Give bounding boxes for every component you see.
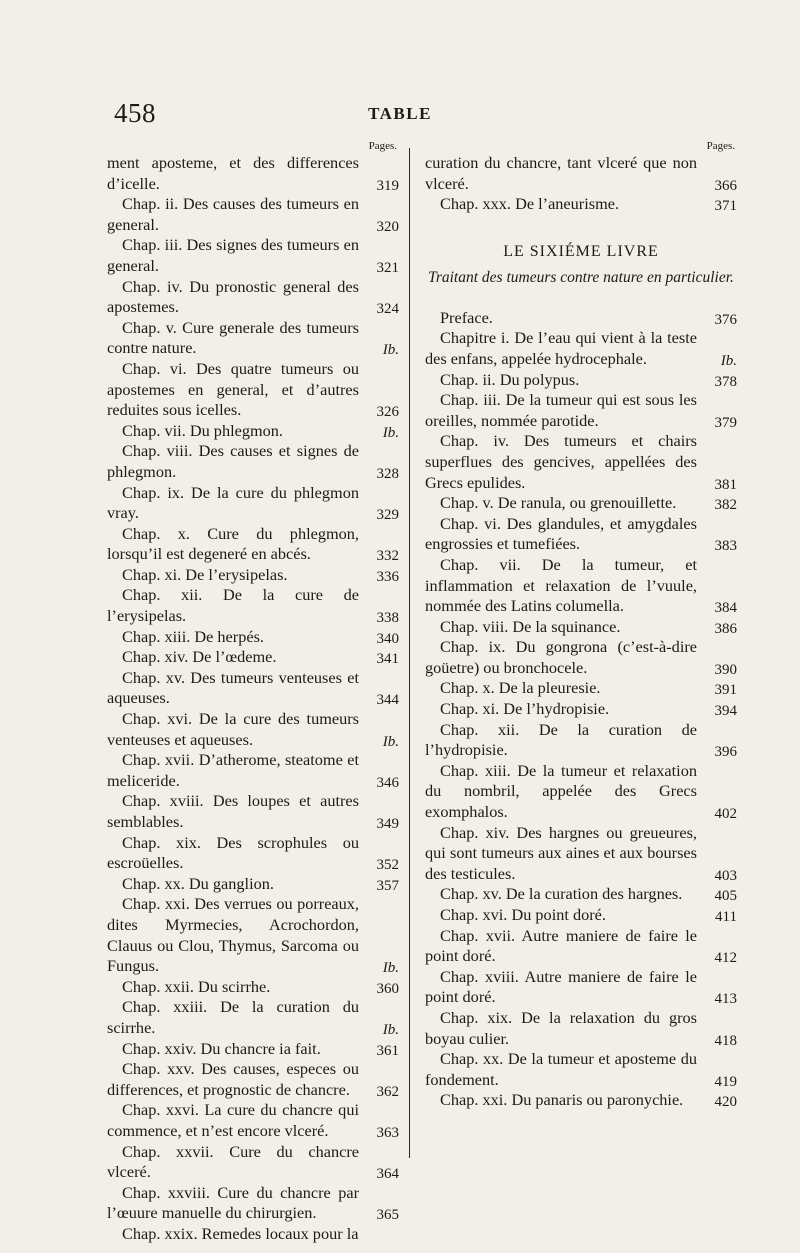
toc-entry [425, 617, 737, 638]
toc-entry [107, 1142, 399, 1183]
toc-entry-text: Chap. xxviii. Cure du chancre par l’œuure manuelle du chirurgien. [107, 1182, 359, 1223]
toc-entry-text: Chap. xv. De la curation des hargnes. [440, 884, 683, 904]
toc-entry-page: 361 [376, 1042, 399, 1059]
toc-entry [107, 1183, 399, 1224]
toc-entry-text: Chap. xxi. Des verrues ou porreaux, dites Myrmecies, Acrochordon, Clauus ou Clou, Thymus, Sarcoma ou Fungus. [107, 894, 359, 976]
toc-entry-text: Chap. vi. Des quatre tumeurs ou apostemes en general, et d’autres reduites sous icelles. [107, 358, 359, 420]
toc-entry-page: 340 [376, 630, 399, 647]
toc-entry-page: Ib. [382, 960, 399, 977]
toc-entry [425, 431, 737, 493]
toc-entry-text: Chap. xiii. De herpés. [122, 626, 264, 646]
page-number: 458 [114, 98, 156, 128]
toc-entry-text: Chap. xiv. De l’œdeme. [122, 647, 277, 667]
toc-entry-page: 386 [714, 620, 737, 637]
toc-entry-page: 360 [376, 980, 399, 997]
toc-entry-text: Chap. xxx. De l’aneurisme. [440, 194, 620, 214]
toc-entry-page: 402 [714, 806, 737, 823]
toc-entry [425, 1090, 737, 1111]
toc-entry-text: Chap. xix. De la relaxation du gros boyau culier. [425, 1007, 697, 1048]
toc-entry-text: Chap. xx. Du ganglion. [122, 873, 274, 893]
toc-entry [425, 637, 737, 678]
toc-entry-page: 332 [376, 548, 399, 565]
toc-entry [107, 585, 399, 626]
toc-entry-page: 413 [714, 991, 737, 1008]
toc-entry [107, 874, 399, 895]
toc-entry-text: Chap. ix. De la cure du phlegmon vray. [107, 482, 359, 523]
toc-entry [107, 421, 399, 442]
toc-entry-page: 381 [714, 476, 737, 493]
toc-entry [425, 1008, 737, 1049]
toc-entry-page: 321 [376, 259, 399, 276]
toc-entry-page: 319 [376, 177, 399, 194]
toc-entry-text: Chap. xii. De la cure de l’erysipelas. [107, 585, 359, 626]
toc-entry-page: 364 [376, 1166, 399, 1183]
toc-entry-page: 324 [376, 301, 399, 318]
toc-entry [425, 1049, 737, 1090]
toc-entry-page: 338 [376, 610, 399, 627]
toc-entry-page: 365 [376, 1207, 399, 1224]
toc-entry [107, 709, 399, 750]
toc-entry-page: 412 [714, 950, 737, 967]
toc-entry-page: 411 [715, 909, 737, 925]
toc-entry [107, 1100, 399, 1141]
toc-entry-text: Chap. xi. De l’erysipelas. [122, 564, 288, 584]
right-column [425, 140, 737, 1111]
toc-entry-text: Chap. v. Cure generale des tumeurs contre nature. [107, 317, 359, 358]
toc-entry [425, 761, 737, 823]
toc-entry-text: Chap. ii. Du polypus. [440, 369, 580, 389]
toc-entry-page: 344 [376, 692, 399, 709]
toc-entry-text: Chap. xxix. Remedes locaux pour la [122, 1223, 359, 1243]
toc-entry-page: 346 [376, 774, 399, 791]
toc-entry-text: Chap. xxvi. La cure du chancre qui commence, et n’est encore vlceré. [107, 1100, 359, 1140]
toc-entry-page: 328 [376, 465, 399, 482]
pages-label: Pages. [706, 140, 735, 152]
toc-entry-page: 382 [714, 497, 737, 514]
toc-entry [107, 359, 399, 421]
toc-entry [107, 277, 399, 318]
column-divider [409, 148, 410, 1158]
toc-entry-text: Chap. xx. De la tumeur et aposteme du fondement. [425, 1049, 697, 1089]
left-column [107, 140, 399, 1244]
toc-entry-page: 379 [714, 414, 737, 431]
toc-entry-text: Chap. xi. De l’hydropisie. [440, 699, 610, 719]
toc-entry-text: Preface. [440, 307, 493, 327]
toc-entry-page: 396 [714, 744, 737, 761]
toc-entry [425, 308, 737, 329]
toc-entry-page: 418 [714, 1032, 737, 1049]
toc-entry [107, 1059, 399, 1100]
toc-entry [425, 720, 737, 761]
toc-entry [107, 483, 399, 524]
toc-entry [107, 1224, 399, 1245]
pages-label: Pages. [368, 140, 397, 152]
toc-entry [107, 627, 399, 648]
toc-entry-page: 326 [376, 404, 399, 421]
toc-entry [107, 1039, 399, 1060]
toc-entry [107, 668, 399, 709]
toc-entry [107, 750, 399, 791]
toc-entry-page: Ib. [382, 424, 399, 441]
toc-entry-page: 352 [376, 857, 399, 874]
toc-entry-text: Chap. xv. Des tumeurs venteuses et aqueuses. [107, 667, 359, 708]
toc-entry-text: Chap. ix. Du gongrona (c’est-à-dire goüetre) ou bronchocele. [425, 637, 697, 677]
toc-entry [425, 493, 737, 514]
toc-entry-page: Ib. [382, 733, 399, 750]
toc-entry-page: 403 [714, 867, 737, 884]
toc-entry [425, 905, 737, 926]
toc-entry [107, 894, 399, 976]
toc-entry-page: 376 [714, 311, 737, 328]
toc-entry [425, 678, 737, 699]
toc-entry-page: 384 [714, 600, 737, 617]
toc-entry-text: Chap. xvii. Autre maniere de faire le point doré. [425, 925, 697, 966]
right-top-entries [425, 153, 737, 215]
section-subtitle: Traitant des tumeurs contre nature en particulier. [428, 268, 734, 286]
toc-entry-page: Ib. [382, 342, 399, 359]
toc-entry [107, 833, 399, 874]
toc-entry-text: Chap. xiii. De la tumeur et relaxation du nombril, appelée des Grecs exomphalos. [425, 760, 697, 822]
toc-entry [107, 524, 399, 565]
toc-entry [107, 997, 399, 1038]
toc-entry [425, 370, 737, 391]
toc-entry-text: Chap. xix. Des scrophules ou escroüelles. [107, 832, 359, 873]
toc-entry-text: Chapitre i. De l’eau qui vient à la teste des enfans, appelée hydrocephale. [425, 328, 697, 368]
toc-entry [107, 194, 399, 235]
toc-entry-page: 419 [714, 1073, 737, 1090]
toc-entry-page: 357 [376, 877, 399, 894]
toc-entry [425, 390, 737, 431]
right-entries [425, 308, 737, 1111]
toc-entry-text: Chap. iii. De la tumeur qui est sous les oreilles, nommée parotide. [425, 390, 697, 430]
running-title: TABLE [368, 104, 432, 123]
toc-entry-text: Chap. vi. Des glandules, et amygdales engrossies et tumefiées. [425, 513, 697, 554]
toc-entry-text: Chap. vii. Du phlegmon. [122, 420, 283, 440]
toc-entry-text: Chap. xxiv. Du chancre ia fait. [122, 1038, 321, 1058]
toc-entry [425, 328, 737, 369]
toc-entry [107, 441, 399, 482]
toc-entry-text: Chap. vii. De la tumeur, et inflammation et relaxation de l’vuule, nommée des Latins columella. [425, 554, 697, 616]
toc-entry-page: 349 [376, 816, 399, 832]
toc-entry-page: 362 [376, 1083, 399, 1100]
toc-entry-page: 391 [714, 682, 737, 699]
toc-entry-page: 405 [714, 888, 737, 905]
toc-entry-text: Chap. xxii. Du scirrhe. [122, 976, 271, 996]
toc-entry-text: Chap. xvi. De la cure des tumeurs venteuses et aqueuses. [107, 709, 359, 749]
toc-entry-text: Chap. xxi. Du panaris ou paronychie. [440, 1090, 684, 1110]
toc-entry-text: Chap. xxiii. De la curation du scirrhe. [107, 997, 359, 1037]
toc-entry [425, 967, 737, 1008]
section-title: LE SIXIÉME LIVRE [503, 242, 659, 260]
toc-entry [425, 194, 737, 215]
toc-entry-text: Chap. iii. Des signes des tumeurs en general. [107, 235, 359, 275]
toc-entry-text: Chap. viii. Des causes et signes de phlegmon. [107, 441, 359, 481]
toc-entry [107, 977, 399, 998]
toc-entry [107, 235, 399, 276]
toc-entry [425, 884, 737, 905]
toc-entry [107, 647, 399, 668]
toc-entry-text: Chap. xxv. Des causes, especes ou differences, et prognostic de chancre. [107, 1059, 359, 1099]
toc-entry-text: Chap. viii. De la squinance. [440, 616, 621, 636]
toc-entry-page: 420 [714, 1094, 737, 1111]
toc-entry [425, 823, 737, 885]
toc-entry-text: ment aposteme, et des differences d’icelle. [107, 153, 359, 193]
toc-entry-page: 320 [376, 218, 399, 235]
toc-entry-page: 363 [376, 1124, 399, 1141]
toc-entry [425, 926, 737, 967]
toc-entry-text: Chap. xii. De la curation de l’hydropisie. [425, 719, 697, 760]
toc-entry-text: Chap. iv. Des tumeurs et chairs superflues des gencives, appellées des Grecs epulides. [425, 431, 697, 492]
toc-entry-text: Chap. xxvii. Cure du chancre vlceré. [107, 1141, 359, 1182]
toc-entry-text: Chap. iv. Du pronostic general des apostemes. [107, 276, 359, 317]
toc-entry-page: 383 [714, 538, 737, 555]
toc-entry-text: Chap. xiv. Des hargnes ou greueures, qui sont tumeurs aux aines et aux bourses des testicules. [425, 822, 697, 883]
toc-entry-page: 371 [714, 198, 737, 215]
toc-entry-text: Chap. ii. Des causes des tumeurs en general. [107, 194, 359, 234]
toc-entry-page: 366 [714, 177, 737, 194]
toc-entry-text: Chap. x. Cure du phlegmon, lorsqu’il est degeneré en abcés. [107, 523, 359, 564]
toc-entry-text: Chap. v. De ranula, ou grenouillette. [440, 493, 677, 513]
toc-entry-page: 341 [376, 651, 399, 668]
toc-entry-page: 394 [714, 703, 737, 720]
toc-entry-text: Chap. xvi. Du point doré. [440, 905, 606, 924]
toc-entry-page: 378 [714, 373, 737, 390]
toc-entry-page: Ib. [382, 1021, 399, 1038]
toc-entry [107, 565, 399, 586]
toc-entry-text: Chap. xviii. Autre maniere de faire le point doré. [425, 966, 697, 1007]
toc-entry [425, 699, 737, 720]
toc-entry [107, 318, 399, 359]
toc-entry [107, 153, 399, 194]
toc-entry-page: 329 [376, 507, 399, 524]
toc-entry [425, 153, 737, 194]
toc-entry-page: 336 [376, 568, 399, 585]
left-entries [107, 153, 399, 1244]
toc-entry-text: Chap. x. De la pleuresie. [440, 678, 601, 698]
toc-entry-page: 390 [714, 661, 737, 678]
toc-entry [107, 791, 399, 832]
toc-entry-text: curation du chancre, tant vlceré que non vlceré. [425, 153, 697, 193]
toc-entry-text: Chap. xvii. D’atherome, steatome et meliceride. [107, 750, 359, 790]
toc-entry-page: Ib. [720, 352, 737, 369]
toc-entry [425, 514, 737, 555]
toc-entry [425, 555, 737, 617]
toc-entry-text: Chap. xviii. Des loupes et autres semblables. [107, 791, 359, 831]
